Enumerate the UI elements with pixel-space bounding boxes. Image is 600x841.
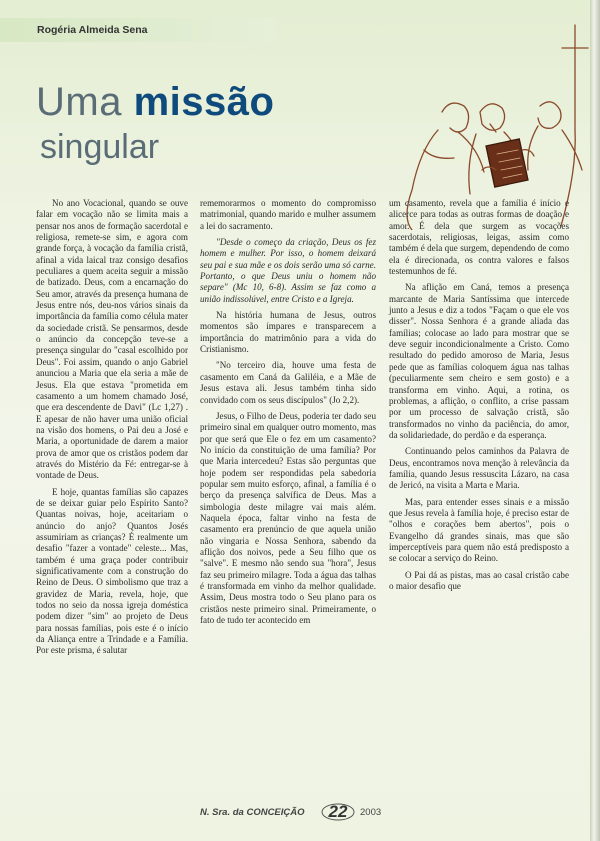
column2-quote-mark	[200, 237, 376, 305]
page-edge	[590, 0, 600, 841]
column3-paragraph-2: Na aflição em Caná, temos a presença marcante de Maria Santíssima que intercede junto a Jesus e diz a todos "Façam o que ele vos disser". Nossa Senhora é a grande aliada das famílias; colocase ao lado para mostrar que se deve seguir incondicionalmente a Cristo. Como resultado do pedido amoroso de Maria, Jesus pede que as famílias coloquem água nas talhas (peculiarmente sem cheiro e sem gosto) e a transforma em vinho. Aqui, a rotina, os problemas, a aflição, o conflito, a crise passam por um processo de salvação cristã, são transformados no vinho da paciência, do amor, da solidariedade, do perdão e da esperança.	[389, 282, 569, 440]
magazine-name: N. Sra. da CONCEIÇÃO	[200, 807, 305, 818]
page-footer	[200, 802, 430, 824]
title-part1: Uma	[36, 80, 134, 124]
column1-paragraph-2: E hoje, quantas famílias são capazes de se deixar guiar pelo Espírito Santo? Quantas noivas, hoje, aceitariam o anúncio do anjo? Quantos Josés assumiriam as crianças? É realmente um desafio "fazer a vontade" celeste... Mas, também é uma graça poder contribuir significativamente com a construção do Reino de Deus. O simbolismo que traz a gravidez de Maria, revela, hoje, que todos no seio da nossa igreja doméstica podem dizer "sim" ao projeto de Deus para nossas famílias, pois este é o início da Aliança entre a Trindade e a Família. Por este prisma, é salutar	[36, 486, 188, 656]
text-column-1	[36, 198, 188, 657]
column2-paragraph-5: Jesus, o Filho de Deus, poderia ter dado seu primeiro sinal em qualquer outro momento, mas por que será que Ele o fez em um casamento? No início da constituição de uma família? Por que Maria intercedeu? Estas são perguntas que hoje podem ser respondidas pela sabedoria popular sem muito esforço, afinal, a família é o berço da presença salvífica de Deus. Mas a simbologia deste milagre vai mais além. Naquela época, faltar vinho na festa de casamento era prenúncio de que aquela união não vingaria e Nossa Senhora, sabendo da aflição dos noivos, pede a Seu filho que os "salve". E mesmo não sendo sua "hora", Jesus faz seu primeiro milagre. Toda a água das talhas é transformada em vinho da melhor qualidade. Assim, Deus mostra todo o Seu plano para os cristãos neste primeiro sinal. Primeiramente, o fato de tudo ter acontecido em	[200, 410, 376, 626]
text-column-2	[200, 198, 376, 626]
article-title	[36, 82, 274, 122]
text-column-3	[389, 198, 569, 592]
author-name: Rogéria Almeida Sena	[37, 24, 148, 36]
column2-quote: "Desde o começo da criação, Deus os fez homem e mulher. Por isso, o homem deixará seu pai e sua mãe e os dois serão uma só carne. Portanto, o que Deus uniu o homem não separe" (Mc 10, 6-8). Assim se faz como a união indissolúvel, entre Cristo e a Igreja.	[200, 237, 376, 304]
bible-tablet	[486, 139, 528, 187]
article-title-line2: singular	[40, 128, 160, 166]
page-number-badge	[320, 802, 356, 822]
column2-paragraph-3: Na história humana de Jesus, outros momentos são ímpares e transparecem a importância do matrimônio para a vida do Cristianismo.	[200, 310, 376, 355]
column3-paragraph-5: O Pai dá as pistas, mas ao casal cristão cabe o maior desafio que	[389, 569, 569, 591]
column2-paragraph-4: "No terceiro dia, houve uma festa de casamento em Caná da Galiléia, e a Mãe de Jesus estava ali. Jesus também tinha sido convidado com os seus discípulos" (Jo 2,2).	[200, 360, 376, 405]
column1-paragraph-1: No ano Vocacional, quando se ouve falar em vocação não se limita mais a pensar nos anos de formação sacerdotal e religiosa, remete-se sim, e agora com grande força, à vocação da família cristã, afinal a vida laical traz consigo desafios peculiares a quem aceita seguir a missão de batizado. Deus, com a encarnação do Seu amor, através da presença humana de Jesus entre nós, deu-nos vários sinais da importância da família como célula mater da sociedade cristã. Se pensarmos, desde o anúncio da concepção teve-se a presença singular do "casal escolhido por Deus". Foi assim, quando o anjo Gabriel anunciou a Maria que ela seria a mãe de Jesus. Ela que estava "prometida em casamento a um homem chamado José, que era descendente de Davi" (Lc 1,27) . E apesar de não haver uma união oficial na visão dos homens, o Pai deu a José e Maria, a oportunidade de darem a maior prova de amor que os cristãos podem dar através do Mistério da Fé: entregar-se à vontade de Deus.	[36, 198, 188, 481]
column3-paragraph-4: Mas, para entender esses sinais e a missão que Jesus revela à família hoje, é preciso estar de "olhos e corações bem abertos", pois o Evangelho dá grandes sinais, mas que são imperceptíveis para quem não está predisposto a se colocar a serviço do Reino.	[389, 496, 569, 564]
page-number: 22	[328, 802, 348, 821]
column3-paragraph-1: um casamento, revela que a família é início e alicerce para todas as outras formas de doação e amor. É dela que surgem as vocações sacerdotais, religiosas, leigas, assim como também é dela que surgem, dependendo de como ela é direcionada, os contra valores e falsos testemunhos de fé.	[389, 198, 569, 277]
column3-paragraph-3: Continuando pelos caminhos da Palavra de Deus, encontramos nova menção à relevância da família, quando Jesus ressuscita Lázaro, na casa de Jericó, na visita a Marta e Maria.	[389, 446, 569, 491]
column2-paragraph-1: rememorarmos o momento do compromisso matrimonial, quando marido e mulher assumem a lei do sacramento.	[200, 198, 376, 231]
title-highlight: missão	[133, 80, 275, 124]
footer-year: 2003	[360, 807, 382, 818]
